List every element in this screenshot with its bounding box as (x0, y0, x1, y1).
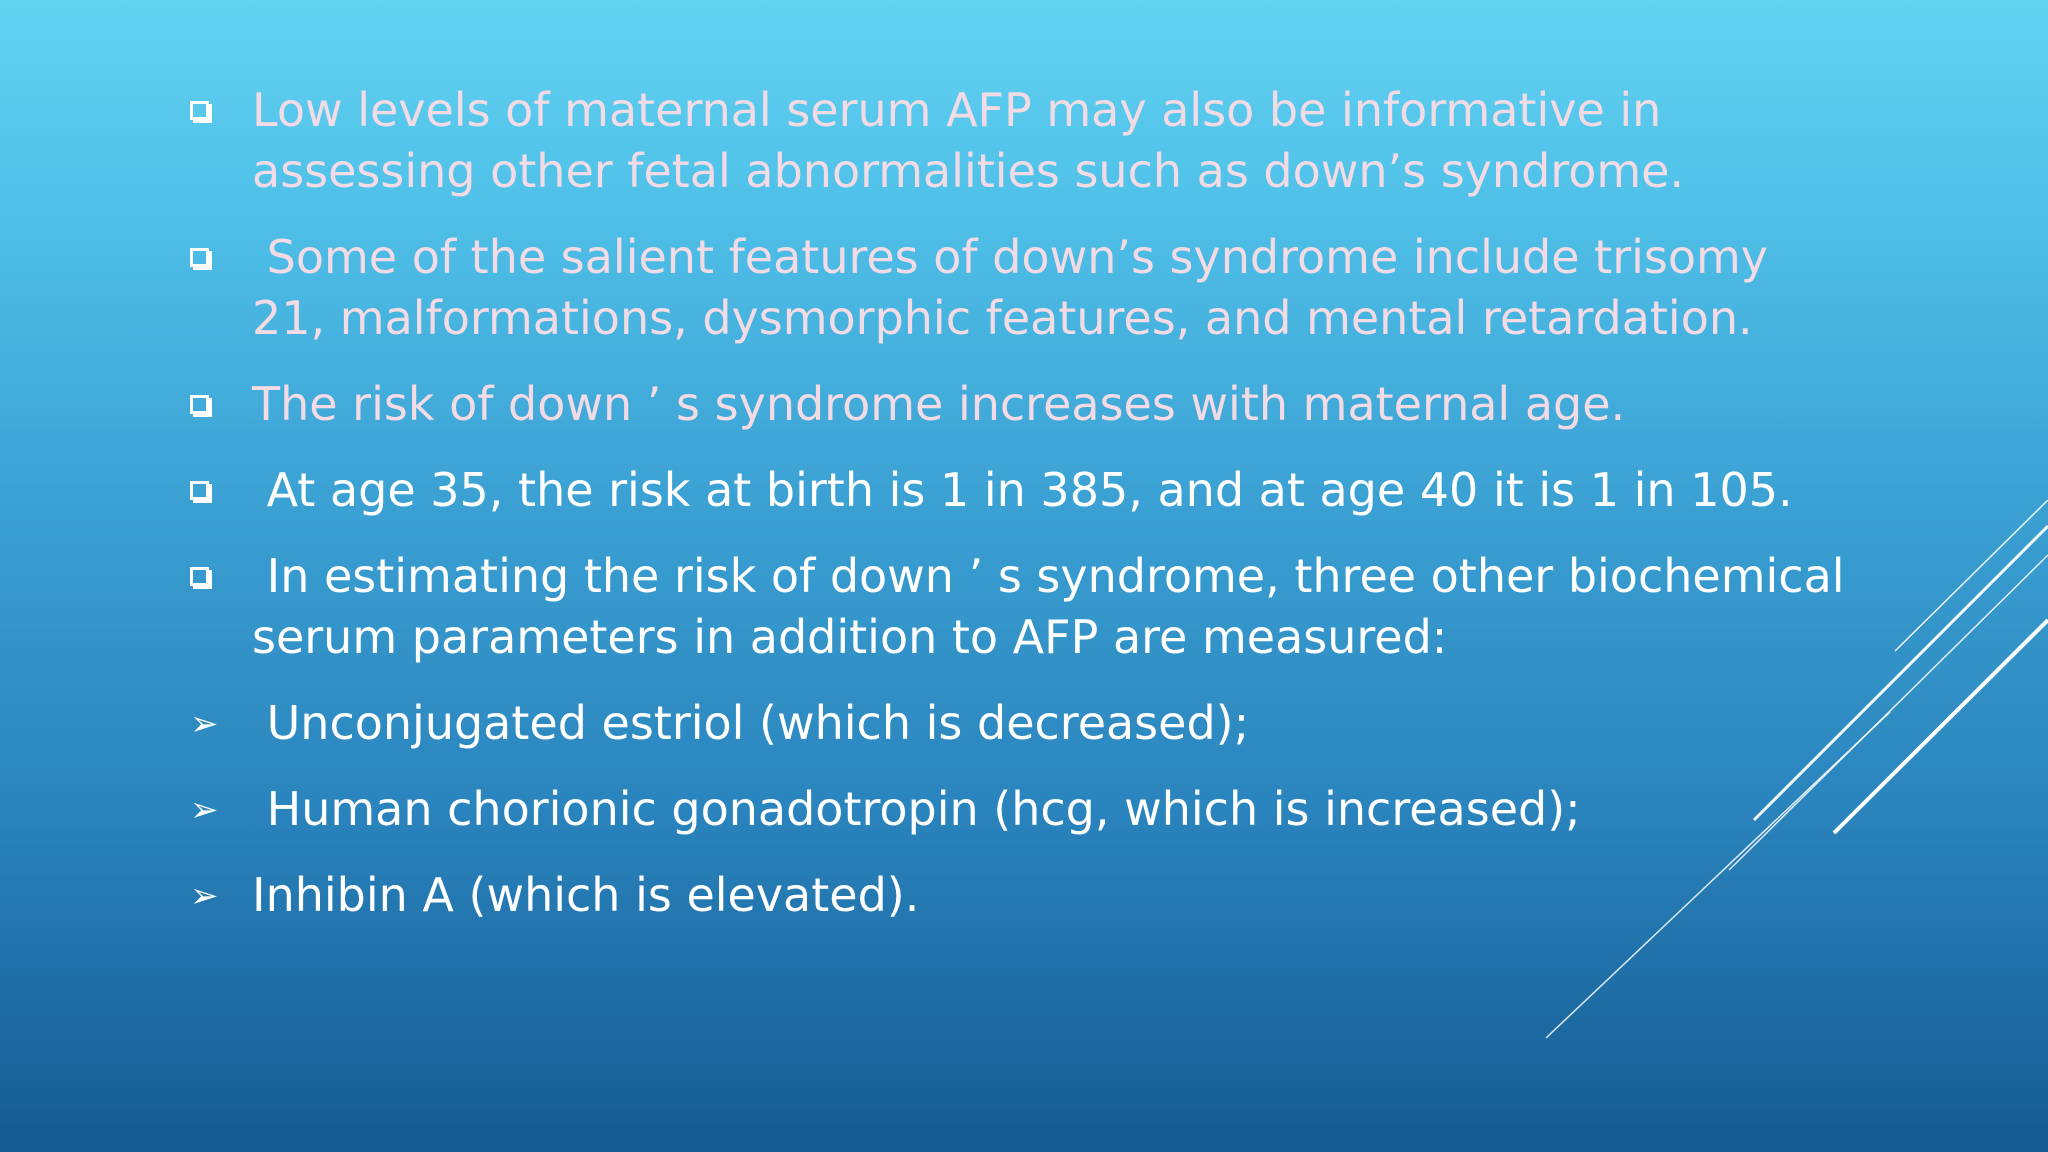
bullet-text: Human chorionic gonadotropin (hcg, which is increased); (252, 782, 1581, 836)
list-item (190, 779, 1850, 840)
list-item (190, 80, 1850, 202)
arrow-right-icon: ➢ (190, 876, 219, 916)
list-item (190, 460, 1850, 521)
list-item (190, 693, 1850, 754)
list-item (190, 374, 1850, 435)
checkbox-square-icon (190, 546, 230, 607)
deco-line-1 (1895, 500, 2048, 651)
list-item (190, 865, 1850, 926)
list-item (190, 546, 1860, 668)
bullet-text: Some of the salient features of down’s syndrome include trisomy 21, malformations, dysmorphic features, and mental retardation. (252, 230, 1783, 345)
bullet-text: The risk of down ’ s syndrome increases with maternal age. (252, 377, 1626, 431)
checkbox-square-icon (190, 374, 230, 435)
bullet-text: Unconjugated estriol (which is decreased); (252, 696, 1250, 750)
checkbox-square-icon (190, 460, 230, 521)
checkbox-square-icon (190, 80, 230, 141)
bullet-text: Inhibin A (which is elevated). (252, 868, 920, 922)
bullet-text: Low levels of maternal serum AFP may also be informative in assessing other fetal abnormalities such as down’s syndrome. (252, 83, 1685, 198)
arrow-right-icon: ➢ (190, 790, 219, 830)
list-item (190, 227, 1850, 349)
arrow-right-icon: ➢ (190, 704, 219, 744)
bullet-text: At age 35, the risk at birth is 1 in 385, and at age 40 it is 1 in 105. (252, 463, 1793, 517)
bullet-list (190, 80, 1860, 951)
checkbox-square-icon (190, 227, 230, 288)
deco-line-4 (1834, 620, 2048, 833)
bullet-text: In estimating the risk of down ’ s syndrome, three other biochemical serum parameters in addition to AFP are measured: (252, 549, 1860, 664)
